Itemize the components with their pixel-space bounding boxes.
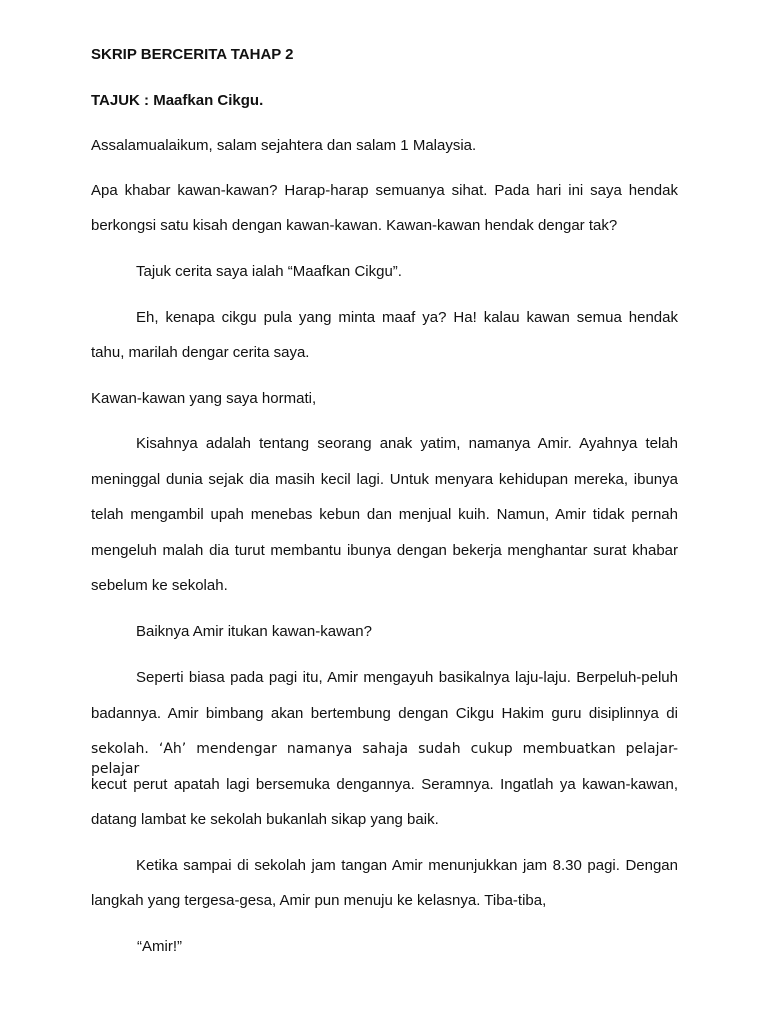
paragraph-line: badannya. Amir bimbang akan bertembung dengan Cikgu Hakim guru disiplinnya di bbox=[91, 705, 678, 722]
paragraph-line: Seperti biasa pada pagi itu, Amir mengayuh basikalnya laju-laju. Berpeluh-peluh bbox=[136, 669, 678, 686]
paragraph-line: meninggal dunia sejak dia masih kecil lagi. Untuk menyara kehidupan mereka, ibunya bbox=[91, 471, 678, 488]
paragraph-line: Baiknya Amir itukan kawan-kawan? bbox=[136, 623, 372, 640]
paragraph-line: Tajuk cerita saya ialah “Maafkan Cikgu”. bbox=[136, 263, 402, 280]
paragraph-line: berkongsi satu kisah dengan kawan-kawan. Kawan-kawan hendak dengar tak? bbox=[91, 217, 618, 234]
paragraph-line: kecut perut apatah lagi bersemuka dengannya. Seramnya. Ingatlah ya kawan-kawan, bbox=[91, 776, 678, 793]
paragraph-line: telah mengambil upah menebas kebun dan menjual kuih. Namun, Amir tidak pernah bbox=[91, 506, 678, 523]
paragraph-line: Ketika sampai di sekolah jam tangan Amir menunjukkan jam 8.30 pagi. Dengan bbox=[136, 857, 678, 874]
paragraph-line: datang lambat ke sekolah bukanlah sikap yang baik. bbox=[91, 811, 439, 828]
paragraph-line: tahu, marilah dengar cerita saya. bbox=[91, 344, 310, 361]
paragraph-line: Kisahnya adalah tentang seorang anak yatim, namanya Amir. Ayahnya telah bbox=[136, 435, 678, 452]
paragraph-line: langkah yang tergesa-gesa, Amir pun menuju ke kelasnya. Tiba-tiba, bbox=[91, 892, 547, 909]
dialogue-line: “Amir!” bbox=[137, 938, 182, 955]
story-title: TAJUK : Maafkan Cikgu. bbox=[91, 92, 264, 109]
paragraph-line: sebelum ke sekolah. bbox=[91, 577, 228, 594]
paragraph-line: Kawan-kawan yang saya hormati, bbox=[91, 390, 317, 407]
greeting-line: Assalamualaikum, salam sejahtera dan salam 1 Malaysia. bbox=[91, 137, 477, 154]
paragraph-line: Apa khabar kawan-kawan? Harap-harap semuanya sihat. Pada hari ini saya hendak bbox=[91, 182, 678, 199]
paragraph-line: sekolah. ‘Ah’ mendengar namanya sahaja sudah cukup membuatkan pelajar-pelajar bbox=[91, 741, 678, 777]
document-title: SKRIP BERCERITA TAHAP 2 bbox=[91, 46, 294, 63]
paragraph-line: mengeluh malah dia turut membantu ibunya dengan bekerja menghantar surat khabar bbox=[91, 542, 678, 559]
paragraph-line: Eh, kenapa cikgu pula yang minta maaf ya? Ha! kalau kawan semua hendak bbox=[136, 309, 678, 326]
